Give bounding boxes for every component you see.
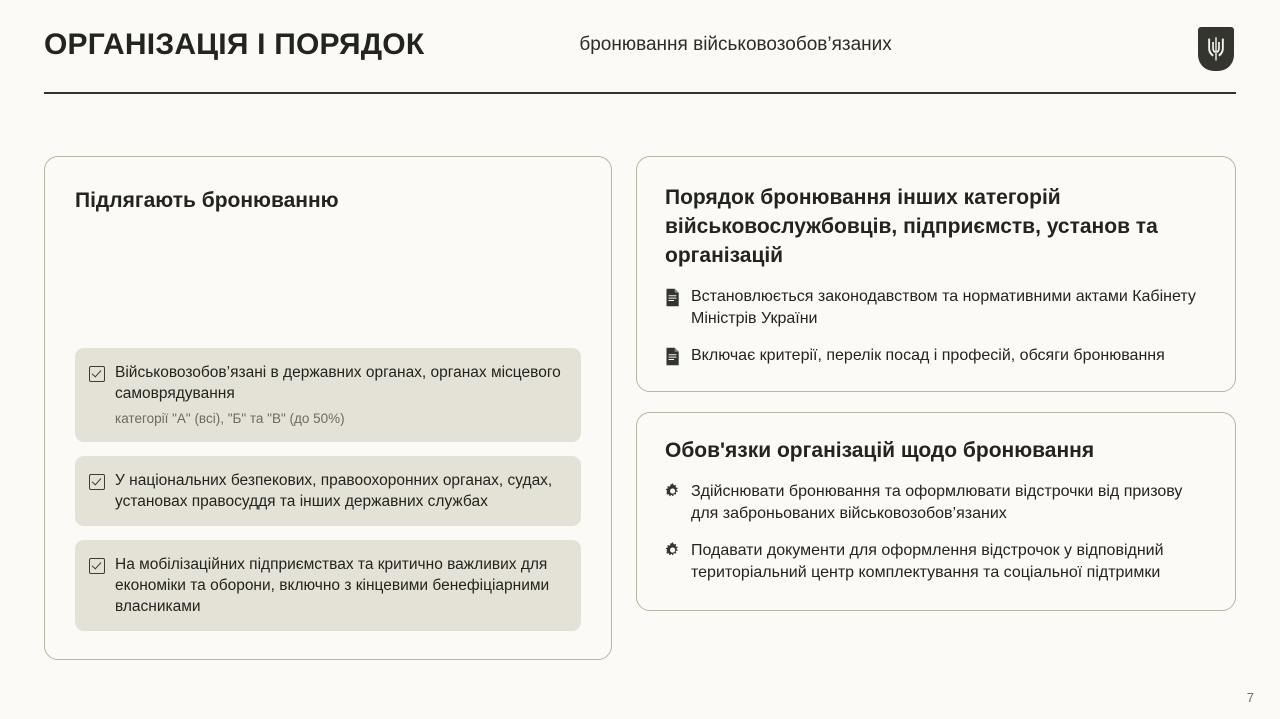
slide-header [44,28,1236,92]
page-title: ОРГАНІЗАЦІЯ І ПОРЯДОК [44,28,425,61]
list-item [75,348,581,442]
gears-icon [665,483,680,502]
list-item-note: категорії "А" (всі), "Б" та "В" (до 50%) [115,411,345,426]
list-item-text: На мобілізаційних підприємствах та критично важливих для економіки та оборони, включно з кінцевими бенефіціарними власниками [115,556,550,615]
gears-icon [665,542,680,561]
card-subject-to-reservation [44,156,612,660]
checkbox-checked-icon [89,474,105,490]
header-divider [44,92,1236,94]
page-number: 7 [1246,690,1254,705]
page-subtitle: бронювання військовозобов’язаних [579,34,892,55]
document-icon [665,347,680,366]
left-column [44,156,612,660]
list-item [665,345,1207,367]
right-card-1-bullets [665,286,1207,367]
checkbox-checked-icon [89,558,105,574]
list-item [75,540,581,631]
right-card-2-bullets [665,481,1207,584]
list-item-text: Подавати документи для оформлення відстрочок у відповідний територіальний центр комплектування та соціальної підтримки [691,542,1164,581]
list-item [75,456,581,526]
emblem-badge [1198,27,1234,71]
left-card-title: Підлягають бронюванню [75,189,339,212]
list-item-text: Включає критерії, перелік посад і професій, обсяги бронювання [691,347,1165,364]
card-organisation-duties [636,412,1236,611]
right-column [636,156,1236,660]
right-card-1-title: Порядок бронювання інших категорій військовослужбовців, підприємств, установ та організацій [665,186,1158,267]
content-columns [44,156,1236,660]
trident-emblem-icon [1196,26,1236,72]
list-item-text: Військовозобов’язані в державних органах, органах місцевого самоврядування [115,364,561,402]
list-item-text: Здійснювати бронювання та оформлювати відстрочки від призову для заброньованих військовозобов’язаних [691,483,1183,522]
list-item [665,481,1207,525]
list-item [665,540,1207,584]
card-reservation-order [636,156,1236,392]
left-card-items [75,348,581,631]
list-item [665,286,1207,330]
right-card-2-title: Обов'язки організацій щодо бронювання [665,439,1095,462]
document-icon [665,288,680,307]
list-item-text: Встановлюється законодавством та нормативними актами Кабінету Міністрів України [691,288,1196,327]
list-item-text: У національних безпекових, правоохоронних органах, судах, установах правосуддя та інших державних службах [115,472,553,510]
checkbox-checked-icon [89,366,105,382]
